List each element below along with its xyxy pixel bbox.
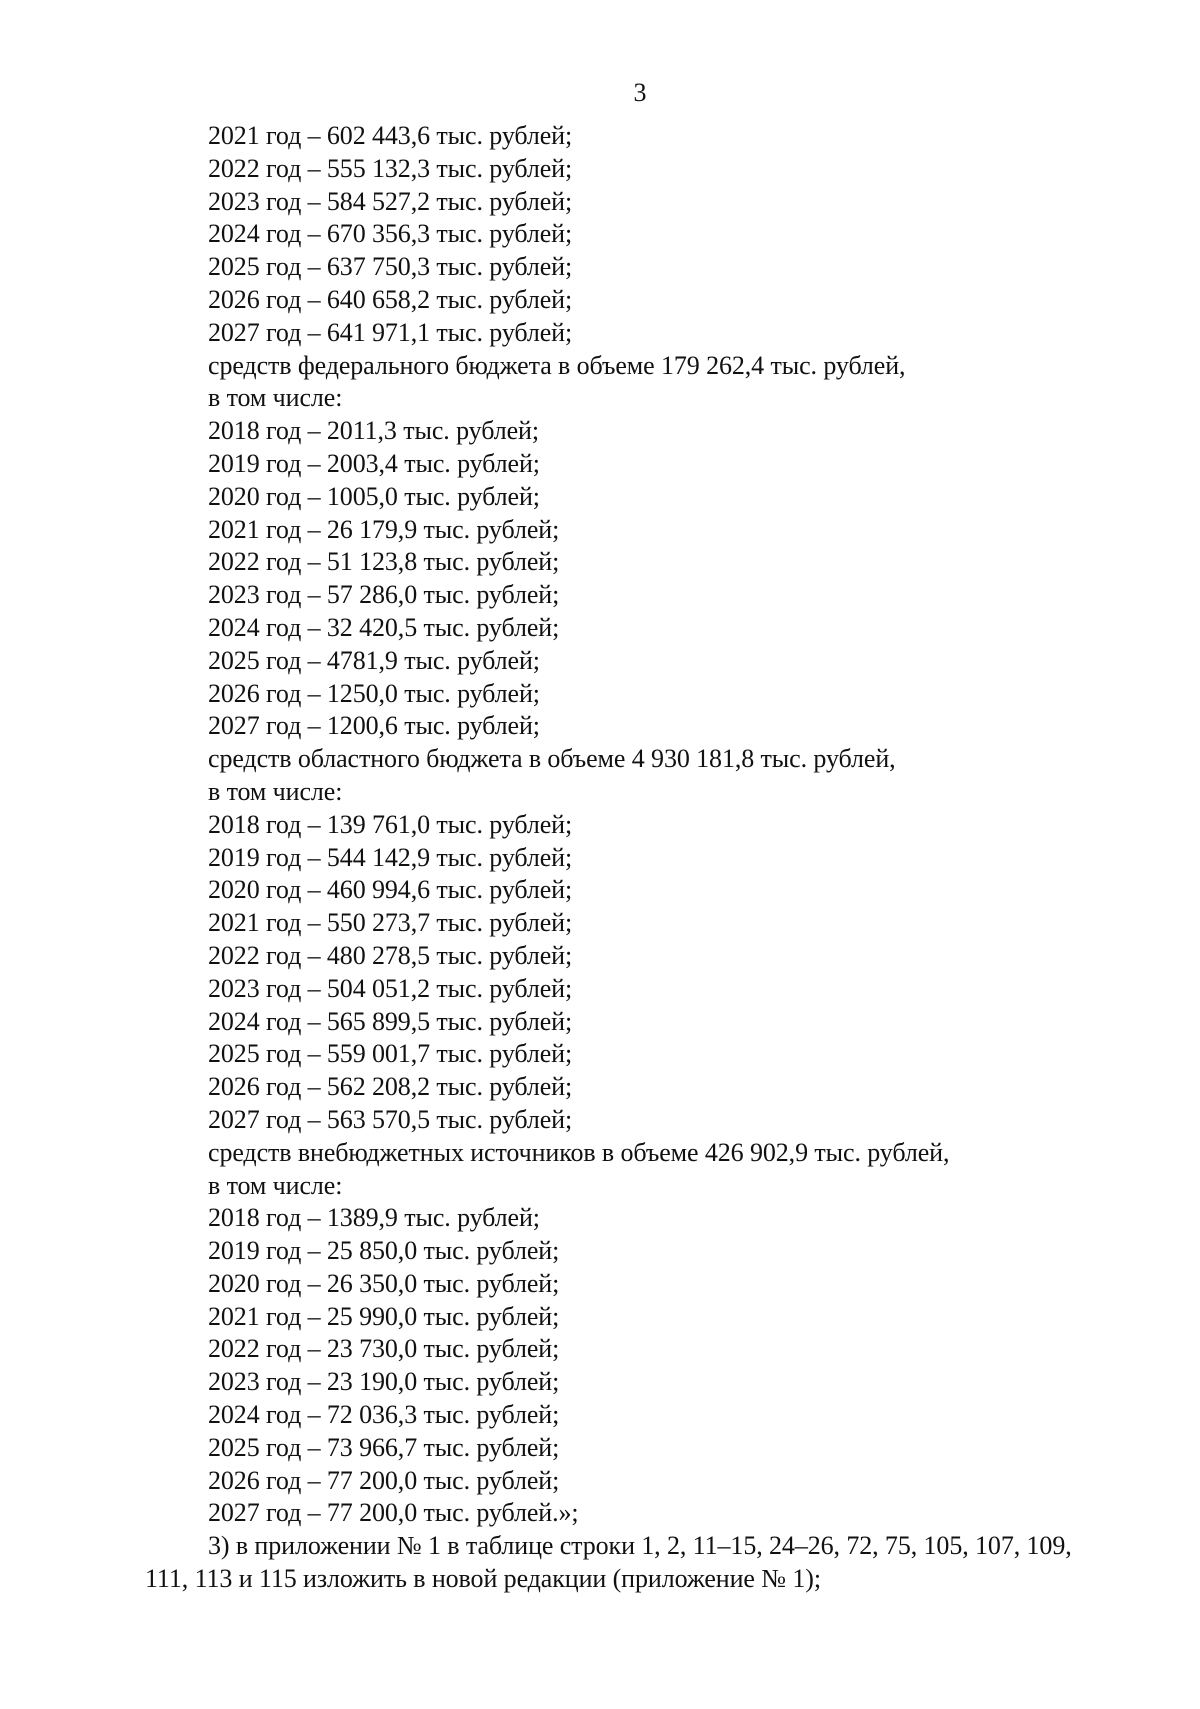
- federal-budget-subheading: в том числе:: [208, 383, 343, 413]
- item-3-first-line: 3) в приложении № 1 в таблице строки 1, 2, 11–15, 24–26, 72, 75, 105, 107, 109,: [208, 1531, 1072, 1561]
- extrabudgetary-year-line: 2024 год – 72 036,3 тыс. рублей;: [208, 1400, 560, 1430]
- total-year-line: 2027 год – 641 971,1 тыс. рублей;: [208, 317, 573, 347]
- federal-year-line: 2023 год – 57 286,0 тыс. рублей;: [208, 580, 560, 610]
- regional-year-line: 2018 год – 139 761,0 тыс. рублей;: [208, 809, 573, 839]
- federal-year-line: 2024 год – 32 420,5 тыс. рублей;: [208, 612, 560, 642]
- extrabudgetary-year-line: 2021 год – 25 990,0 тыс. рублей;: [208, 1301, 560, 1331]
- federal-budget-section: [208, 350, 1168, 744]
- federal-budget-heading: средств федерального бюджета в объеме 179 262,4 тыс. рублей,: [208, 350, 906, 380]
- regional-year-line: 2020 год – 460 994,6 тыс. рублей;: [208, 875, 573, 905]
- page-number: 3: [633, 78, 647, 107]
- regional-budget-section: [208, 743, 1168, 1137]
- regional-year-line: 2019 год – 544 142,9 тыс. рублей;: [208, 842, 573, 872]
- federal-year-line: 2026 год – 1250,0 тыс. рублей;: [208, 678, 540, 708]
- federal-year-line: 2020 год – 1005,0 тыс. рублей;: [208, 481, 540, 511]
- extrabudgetary-year-line: 2026 год – 77 200,0 тыс. рублей;: [208, 1465, 560, 1495]
- total-years-list: [208, 120, 1168, 350]
- item-3-continuation-line: 111, 113 и 115 изложить в новой редакции (приложение № 1);: [145, 1564, 821, 1594]
- federal-year-line: 2018 год – 2011,3 тыс. рублей;: [208, 416, 539, 446]
- extrabudgetary-year-line: 2025 год – 73 966,7 тыс. рублей;: [208, 1432, 560, 1462]
- federal-year-line: 2027 год – 1200,6 тыс. рублей;: [208, 711, 540, 741]
- federal-year-line: 2022 год – 51 123,8 тыс. рублей;: [208, 547, 560, 577]
- extrabudgetary-section: [208, 1137, 1168, 1531]
- total-year-line: 2024 год – 670 356,3 тыс. рублей;: [208, 219, 573, 249]
- regional-year-line: 2021 год – 550 273,7 тыс. рублей;: [208, 908, 573, 938]
- extrabudgetary-year-line: 2018 год – 1389,9 тыс. рублей;: [208, 1203, 540, 1233]
- total-year-line: 2022 год – 555 132,3 тыс. рублей;: [208, 153, 573, 183]
- federal-year-line: 2019 год – 2003,4 тыс. рублей;: [208, 448, 540, 478]
- extrabudgetary-year-line: 2022 год – 23 730,0 тыс. рублей;: [208, 1334, 560, 1364]
- total-year-line: 2021 год – 602 443,6 тыс. рублей;: [208, 121, 573, 150]
- federal-year-line: 2021 год – 26 179,9 тыс. рублей;: [208, 514, 560, 544]
- extrabudgetary-heading: средств внебюджетных источников в объеме 426 902,9 тыс. рублей,: [208, 1137, 950, 1167]
- regional-year-line: 2023 год – 504 051,2 тыс. рублей;: [208, 973, 573, 1003]
- total-year-line: 2025 год – 637 750,3 тыс. рублей;: [208, 252, 573, 282]
- extrabudgetary-year-line: 2023 год – 23 190,0 тыс. рублей;: [208, 1367, 560, 1397]
- federal-year-line: 2025 год – 4781,9 тыс. рублей;: [208, 645, 540, 675]
- total-year-line: 2023 год – 584 527,2 тыс. рублей;: [208, 186, 573, 216]
- regional-year-line: 2024 год – 565 899,5 тыс. рублей;: [208, 1006, 573, 1036]
- regional-year-line: 2027 год – 563 570,5 тыс. рублей;: [208, 1104, 573, 1134]
- regional-budget-subheading: в том числе:: [208, 776, 343, 806]
- item-3-paragraph: [145, 1530, 1168, 1596]
- total-year-line: 2026 год – 640 658,2 тыс. рублей;: [208, 284, 573, 314]
- extrabudgetary-year-line: 2027 год – 77 200,0 тыс. рублей.»;: [208, 1498, 579, 1528]
- regional-year-line: 2026 год – 562 208,2 тыс. рублей;: [208, 1072, 573, 1102]
- regional-year-line: 2025 год – 559 001,7 тыс. рублей;: [208, 1039, 573, 1069]
- extrabudgetary-year-line: 2019 год – 25 850,0 тыс. рублей;: [208, 1236, 560, 1266]
- extrabudgetary-year-line: 2020 год – 26 350,0 тыс. рублей;: [208, 1268, 560, 1298]
- document-body: [145, 120, 1168, 1596]
- extrabudgetary-subheading: в том числе:: [208, 1170, 343, 1200]
- regional-year-line: 2022 год – 480 278,5 тыс. рублей;: [208, 940, 573, 970]
- regional-budget-heading: средств областного бюджета в объеме 4 930 181,8 тыс. рублей,: [208, 744, 896, 774]
